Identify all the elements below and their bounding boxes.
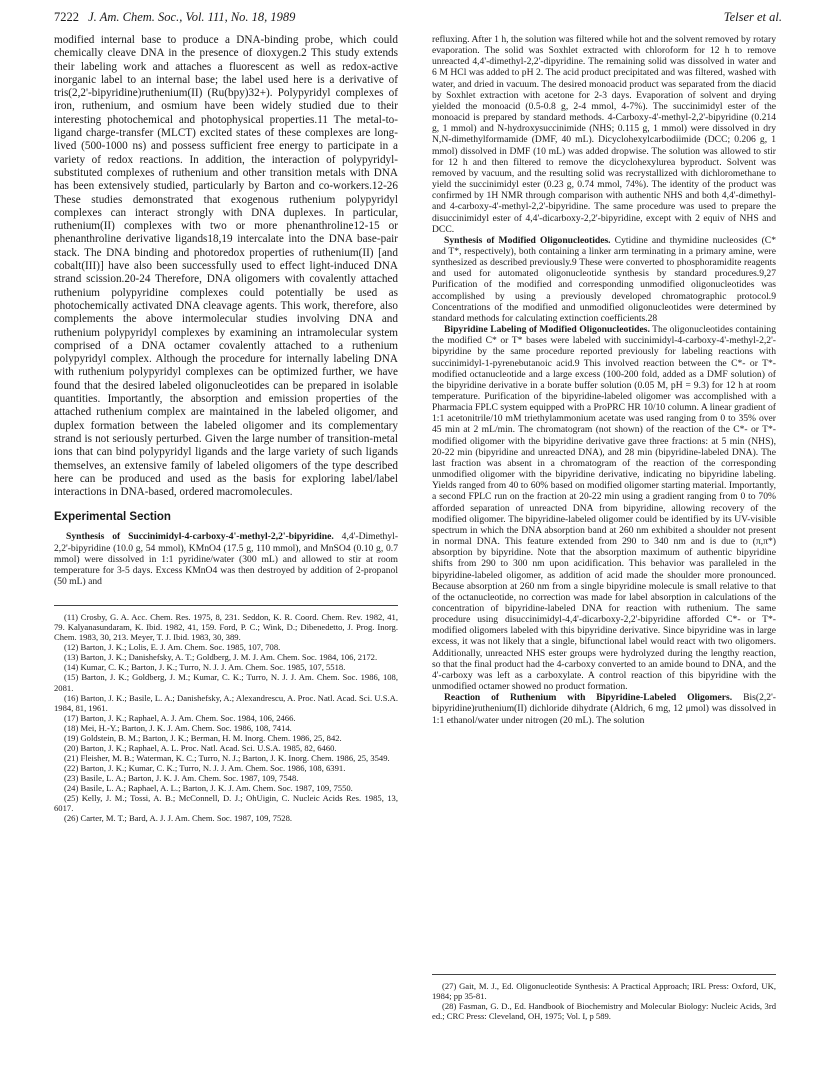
header-author: Telser et al. — [723, 10, 782, 24]
reference-item: (18) Mei, H.-Y.; Barton, J. K. J. Am. Chem. Soc. 1986, 108, 7414. — [64, 722, 292, 733]
reference-item: (16) Barton, J. K.; Basile, L. A.; Danishefsky, A.; Alexandrescu, A. Proc. Natl. Acad. Sci. U.S.A. 1984, 81, 1961. — [54, 692, 398, 713]
journal-citation: J. Am. Chem. Soc., Vol. 111, No. 18, 1989 — [88, 10, 296, 24]
intro-paragraph: modified internal base to produce a DNA-binding probe, which could chemically cleave DNA in the presence of dioxygen.2 This study extends their labeling work and attaches a fluorescent as well as redox-active inorganic label to an internal base; the label used here is a derivative of tris(2,2'-bipyridine)ruthenium(II) (Ru(bpy)32+). Polypyridyl complexes of iron, ruthenium, and osmium have been widely studied due to their interesting photochemical and photophysical properties.11 The metal-to-ligand charge-transfer (MLCT) excited states of these complexes are long-lived (500-1000 ns) and possess sufficient free energy to participate in a variety of redox reactions. In addition, the interaction of polypyridyl-substituted complexes of ruthenium and other transition metals with DNA has been extensively studied, particularly by Barton and co-workers.12-26 These studies demonstrated that exogenous ruthenium polypyridyl complexes can interact strongly with DNA duplexes. In particular, ruthenium(II) complexes with two or more phenanthroline12-15 or phenanthroline derivative ligands18,19 intercalate into the DNA base-pair stack. The DNA binding and photoredox properties of ruthenium(II) [and cobalt(III)] have also been successfully used to effect light-induced DNA strand scission.20-24 Therefore, DNA oligomers with covalently attached ruthenium polypyridine complexes could potentially be used as photochemically activated DNA cleavage agents. This work, therefore, also complements the above intermolecular studies involving DNA and ruthenium polypyridyl complexes by examining an intramolecular system comprised of a DNA octamer covalently attached to a ruthenium polypyridyl complex. Although the procedure for internally labeling DNA with ruthenium polypyridyl complexes can be optimized further, we have found that the desired labeled oligonucleotides can be prepared in isolable quantities. Importantly, the absorption and emission properties of the attached ruthenium complex are maintained in the labeled oligomer, and duplex formation between the labeled oligomer and its complementary strand is not seriously perturbed. Given the large number of transition-metal ions that can bind polypyridyl ligands and the large variety of such ligands themselves, an extensive family of labeled oligomers of the type described here can be produced and used as the basis for exploring label/label interactions in DNA-based, ordered macromolecules. — [54, 34, 398, 499]
intro-block — [54, 34, 398, 499]
ruthenium-reaction-heading: Reaction of Ruthenium with Bipyridine-Labeled Oligomers. — [444, 692, 733, 704]
synthesis-text: 4,4'-Dimethyl-2,2'-bipyridine (10.0 g, 54 mmol), KMnO4 (17.5 g, 110 mmol), and MnSO4 (0.10 g, 0.7 mmol) were dissolved in 1:1 pyridine/water (300 mL) and allowed to stir at room temperature for 3-5 days. Excess KMnO4 was then destroyed by addition of 2-propanol (50 mL) and — [54, 531, 399, 588]
reference-item: (24) Basile, L. A.; Raphael, A. L.; Barton, J. K. J. Am. Chem. Soc. 1987, 109, 7550. — [64, 782, 353, 793]
right-column — [432, 34, 776, 726]
left-column — [54, 34, 398, 823]
modified-oligo-text: Cytidine and thymidine nucleosides (C* and T*, respectively), both containing a linker arm terminating in a primary amine, were synthesized as described previously.9 These were converted to phosphoramidite reagents and used for automated oligonucleotide synthesis by standard procedures.9,27 Purification of the modified and corresponding unmodified oligonucleotides was accomplished by using a previously developed chromatographic protocol.9 Concentrations of the modified and unmodified oligonucleotides were determined by standard methods for calculating extinction coefficients.28 — [432, 234, 776, 324]
reference-item: (23) Basile, L. A.; Barton, J. K. J. Am. Chem. Soc. 1987, 109, 7548. — [64, 772, 299, 783]
header-left — [54, 10, 295, 25]
reference-item: (19) Goldstein, B. M.; Barton, J. K.; Berman, H. M. Inorg. Chem. 1986, 25, 842. — [64, 732, 342, 743]
reference-item: (20) Barton, J. K.; Raphael, A. L. Proc. Natl. Acad. Sci. U.S.A. 1985, 82, 6460. — [64, 742, 337, 753]
bipyridine-labeling-text: The oligonucleotides containing the modified C* or T* bases were labeled with succinimidyl-4-carboxy-4'-methyl-2,2'-bipyridine by the same procedure reported previously for labeling reactions with succinimidyl-1-pyrenebutanoic acid.9 This involved reaction between the C*- or T*-modified octanucleotide and a large excess (100-200 fold, added as a DMF solution) of the bipyridine derivative in a borate buffer solution (0.05 M, pH = 9.3) for 12 h at room temperature. Purification of the bipyridine-labeled oligomer was accomplished with a Pharmacia FPLC system equipped with a ProPRC HR 10/10 column. A linear gradient of 1:1 acetonitrile/10 mM triethylammonium acetate was used ranging from 0 to 35% over 45 min at 2 mL/min. The chromatogram (not shown) of the reaction of the C*- or T*-modified oligomer with the bipyridine derivative gave three fractions: at 5 min (NHS), 20-22 min (bipyridine and unreacted DNA), and 28 min (bipyridine-labeled DNA). The last fraction was absent in a chromatogram of the reaction of the corresponding unmodified oligomer with the bipyridine derivative, indicating no bipyridine labeling. Yields ranged from 40 to 60% based on modified oligomer starting material. Importantly, a second FPLC run on the fraction at 20-22 min using a gradient ranging from 0 to 70% afforded separation of unreacted DNA from bipyridine, allowing recovery of the modified oligomer. The bipyridine-labeled oligomer could be identified by its UV-visible spectrum in which the DNA absorption band at 260 nm exhibited a shoulder not present in normal DNA. This feature extended from 290 to 340 nm and is due to (π,π*) absorption by bipyridine. Note that the absorption maximum of authentic bipyridine shifts from 290 to 300 nm upon acidification. This behavior was paralleled in the bipyridine-labeled oligomer, as addition of acid made the shoulder more pronounced. Because absorption at 260 nm from a single bipyridine molecule is small relative to that of the octanucleotide, no correction was made for label absorption in calculations of the concentration of bipyridine-labeled DNA for reaction with ruthenium. The same procedure using disuccinimidyl-4,4'-dicarboxy-2,2'-bipyridine afforded C*- or T*-modified oligomers labeled with this bipyridine derivative. Since bipyridine was in large excess, it was not likely that a single, bifunctional label would react with two oligomers. Additionally, unreacted NHS ester groups were hydrolyzed during the lengthy reaction, so that the final product had the 4-carboxy converted to an amide bound to DNA, and the 4'-carboxy was left as a carboxylate. A control reaction of this bipyridine with the unmodified octamer showed no product formation. — [432, 324, 776, 693]
reference-item: (25) Kelly, J. M.; Tossi, A. B.; McConnell, D. J.; OhUigin, C. Nucleic Acids Res. 1985, 13, 6017. — [54, 793, 398, 814]
reference-item: (13) Barton, J. K.; Danishefsky, A. T.; Goldberg, J. M. J. Am. Chem. Soc. 1984, 106, 2172. — [64, 652, 378, 663]
right-footnotes — [432, 974, 776, 1021]
reference-item: (14) Kumar, C. K.; Barton, J. K.; Turro, N. J. J. Am. Chem. Soc. 1985, 107, 5518. — [64, 662, 346, 673]
reference-item: (22) Barton, J. K.; Kumar, C. K.; Turro, N. J. J. Am. Chem. Soc. 1986, 108, 6391. — [64, 762, 346, 773]
bipyridine-labeling-heading: Bipyridine Labeling of Modified Oligonucleotides. — [444, 324, 650, 336]
running-header — [54, 10, 782, 30]
ruthenium-reaction-text: Bis(2,2'-bipyridine)ruthenium(II) dichloride dihydrate (Aldrich, 6 mg, 12 μmol) was dissolved in 1:1 ethanol/water under nitrogen (20 mL). The solution — [432, 692, 776, 726]
reference-item: (12) Barton, J. K.; Lolis, E. J. Am. Chem. Soc. 1985, 107, 708. — [64, 642, 281, 653]
footnote-item: (28) Fasman, G. D., Ed. Handbook of Biochemistry and Molecular Biology: Nucleic Acids, 3rd ed.; CRC Press: Cleveland, OH, 1975; Vol. I, p 589. — [432, 1001, 776, 1022]
modified-oligo-paragraph — [432, 235, 776, 324]
reference-item: (26) Carter, M. T.; Bard, A. J. J. Am. Chem. Soc. 1987, 109, 7528. — [64, 813, 293, 824]
modified-oligo-heading: Synthesis of Modified Oligonucleotides. — [444, 234, 611, 246]
section-title: Experimental Section — [54, 511, 171, 524]
synthesis-heading: Synthesis of Succinimidyl-4-carboxy-4'-methyl-2,2'-bipyridine. — [66, 531, 334, 543]
footnote-item: (27) Gait, M. J., Ed. Oligonucleotide Synthesis: A Practical Approach; IRL Press: Oxford, UK, 1984; pp 35-81. — [432, 981, 776, 1002]
references-list — [54, 612, 398, 823]
synthesis-paragraph — [54, 531, 398, 587]
reference-item: (17) Barton, J. K.; Raphael, A. J. Am. Chem. Soc. 1984, 106, 2466. — [64, 712, 296, 723]
ruthenium-reaction-paragraph — [432, 692, 776, 725]
reference-item: (15) Barton, J. K.; Goldberg, J. M.; Kumar, C. K.; Turro, N. J. J. Am. Chem. Soc. 1986, 108, 2081. — [54, 672, 398, 693]
bipyridine-labeling-paragraph — [432, 324, 776, 692]
reference-item: (21) Fleisher, M. B.; Waterman, K. C.; Turro, N. J.; Barton, J. K. Inorg. Chem. 1986, 25, 3549. — [64, 752, 390, 763]
reference-item: (11) Crosby, G. A. Acc. Chem. Res. 1975, 8, 231. Seddon, K. R. Coord. Chem. Rev. 1982, 41, 79. Kalyanasundaram, K. Ibid. 1982, 41, 159. Ford, P. C.; Wink, D.; Dibenedetto, J. Prog. Inorg. Chem. 1983, 30, 213. Meyer, T. J. Ibid. 1983, 30, 389. — [54, 612, 398, 643]
continuation-paragraph: refluxing. After 1 h, the solution was filtered while hot and the solvent removed by rotary evaporation. The solid was Soxhlet extracted with chloroform for 12 h to remove unreacted 4,4'-dimethyl-2,2'-dipyridine. The remaining solid was dissolved in water and 6 M HCl was added to pH 2. The acid product precipitated and was filtered, washed with water, and dried in vacuum. The desired monoacid product was separated from the diacid by Soxhlet extraction with acetone for 2-3 days. Evaporation of solvent and drying yielded the monoacid (0.5-0.8 g, 2-4 mmol, 4-7%). The succinimidyl ester of the monoacid is prepared by standard methods. 4-Carboxy-4'-methyl-2,2'-bipyridine (0.214 g, 1 mmol) and N-hydroxysuccinimide (NHS; 0.115 g, 1 mmol) were dissolved in dry N,N-dimethylformamide (DMF, 40 mL). Dicyclohexylcarbodiimide (DCC; 0.206 g, 1 mmol) dissolved in DMF (10 mL) was added dropwise. The solution was allowed to stir for 12 h and then filtered to remove the dicyclohexylurea byproduct. Solvent was removed by vacuum, and the resulting solid was recrystallized with dichloromethane to yield the succinimidyl ester (0.23 g, 0.74 mmol, 74%). The identity of the product was confirmed by 1H NMR through comparison with authentic NHS and both 4,4'-dimethyl- and 4-carboxy-4'-methyl-2,2'-bipyridine. The same procedure was used to prepare the disuccinimidyl ester of 4,4'-dicarboxy-2,2'-bipyridine, except with 2 equiv of NHS and DCC. — [432, 34, 776, 235]
footnotes-rule — [432, 974, 776, 975]
page-number: 7222 — [54, 10, 79, 24]
references-rule — [54, 605, 398, 606]
